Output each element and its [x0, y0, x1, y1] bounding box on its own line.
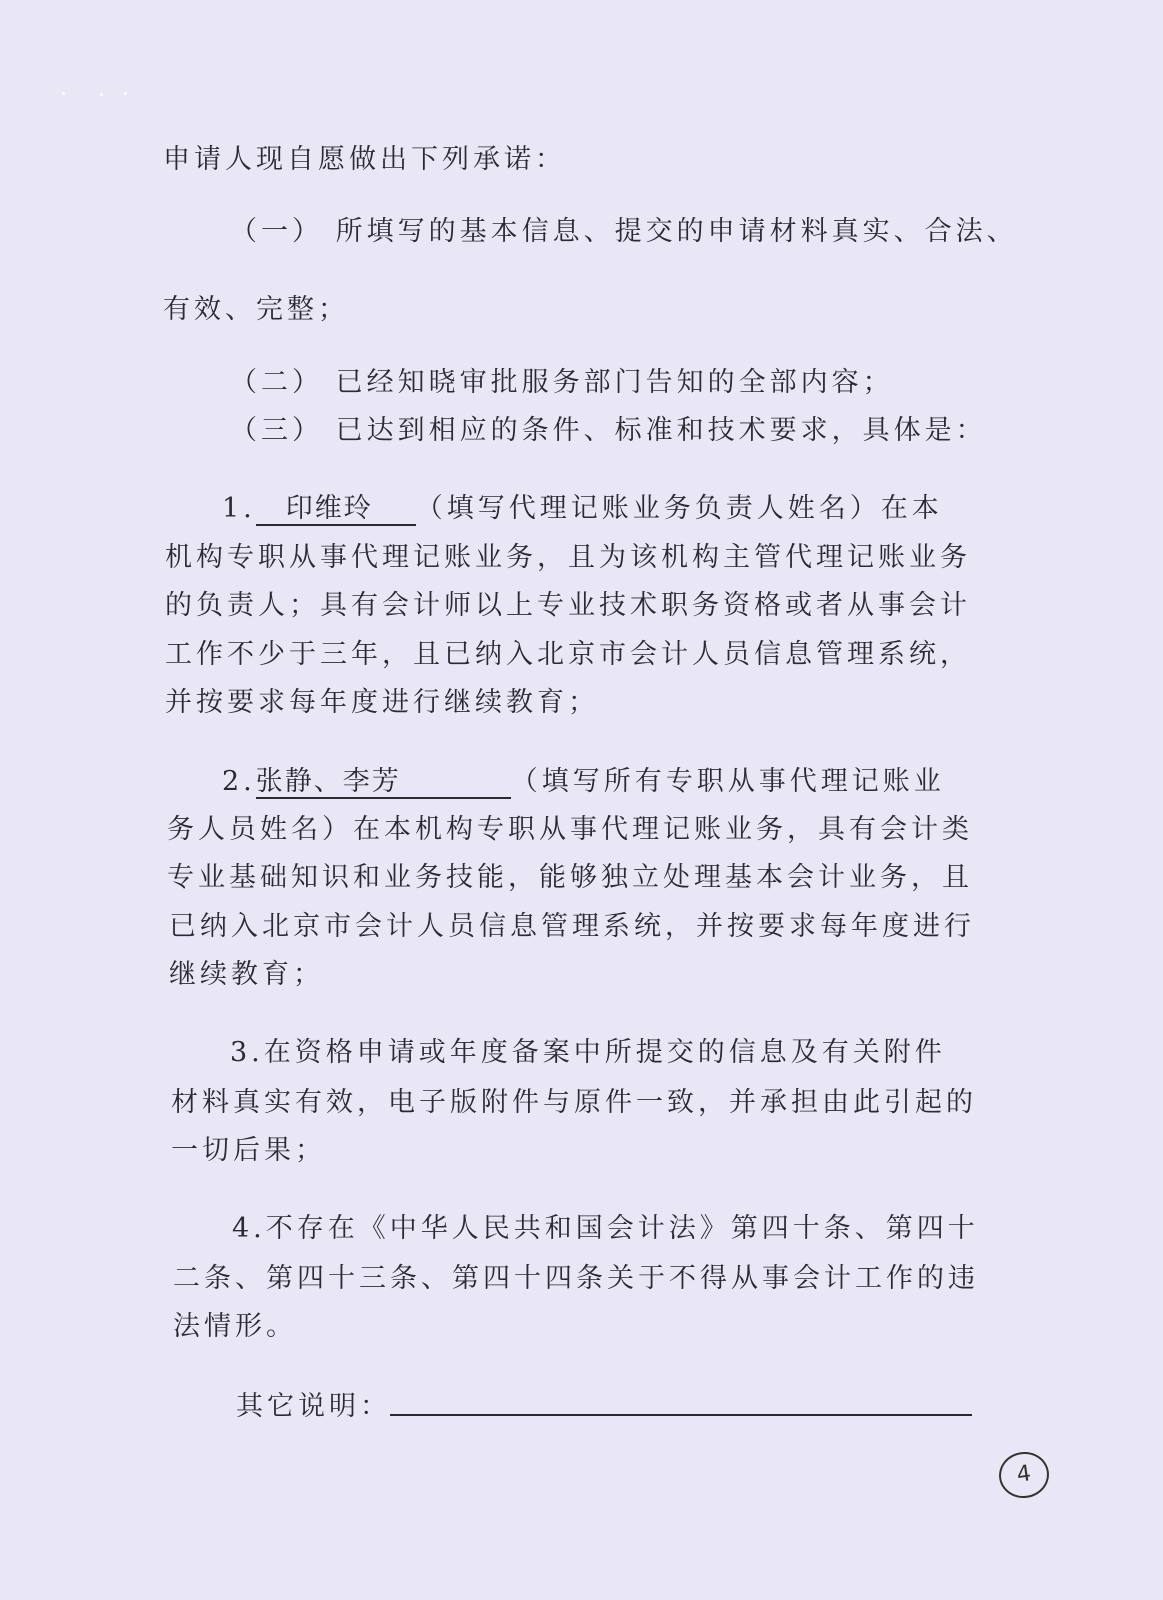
- para-1-line-5: 并按要求每年度进行继续教育；: [165, 687, 599, 718]
- para-2-line-1: [222, 765, 945, 799]
- scan-speck: [100, 93, 103, 96]
- person-in-charge-name-field: 印维玲: [256, 494, 416, 526]
- para-2-line-2: 务人员姓名）在本机构专职从事代理记账业务，具有会计类: [167, 814, 973, 845]
- handwritten-page-number: 4: [996, 1449, 1052, 1502]
- item-2-line: （二） 已经知晓审批服务部门告知的全部内容；: [230, 367, 894, 398]
- other-notes-blank-line: [390, 1414, 972, 1416]
- para-3-line-2: 材料真实有效，电子版附件与原件一致，并承担由此引起的: [171, 1087, 977, 1118]
- scan-speck: [124, 92, 127, 95]
- para-2-line-4: 已纳入北京市会计人员信息管理系统，并按要求每年度进行: [169, 911, 975, 942]
- para-2-line-1-text: （填写所有专职从事代理记账业: [510, 766, 945, 797]
- item-1-line-1: （一） 所填写的基本信息、提交的申请材料真实、合法、: [230, 216, 1018, 247]
- para-1-line-4: 工作不少于三年，且已纳入北京市会计人员信息管理系统，: [165, 639, 971, 670]
- intro-line: 申请人现自愿做出下列承诺：: [163, 144, 566, 175]
- para-2-line-5: 继续教育；: [169, 959, 324, 990]
- para-4-line-2: 二条、第四十三条、第四十四条关于不得从事会计工作的违: [173, 1263, 979, 1294]
- para-2-line-3: 专业基础知识和业务技能，能够独立处理基本会计业务，且: [167, 862, 973, 893]
- para-1-number: 1.: [222, 493, 256, 524]
- para-1-line-1-text: （填写代理记账业务负责人姓名）在本: [415, 493, 943, 524]
- para-2-number: 2.: [222, 766, 256, 797]
- item-1-line-2: 有效、完整；: [163, 294, 349, 325]
- scan-speck: [62, 92, 65, 95]
- para-3-line-3: 一切后果；: [171, 1135, 326, 1166]
- item-3-line: （三） 已达到相应的条件、标准和技术要求，具体是：: [230, 415, 987, 446]
- staff-names-field: 张静、李芳: [256, 767, 511, 799]
- para-3-line-1: 3.在资格申请或年度备案中所提交的信息及有关附件: [230, 1037, 946, 1068]
- para-4-line-1: 4.不存在《中华人民共和国会计法》第四十条、第四十: [232, 1213, 979, 1244]
- para-1-line-1: [222, 492, 943, 526]
- para-1-line-2: 机构专职从事代理记账业务，且为该机构主管代理记账业务: [165, 542, 971, 573]
- para-1-line-3: 的负责人；具有会计师以上专业技术职务资格或者从事会计: [165, 590, 971, 621]
- para-4-line-3: 法情形。: [173, 1311, 297, 1342]
- other-notes-label: 其它说明：: [236, 1391, 391, 1422]
